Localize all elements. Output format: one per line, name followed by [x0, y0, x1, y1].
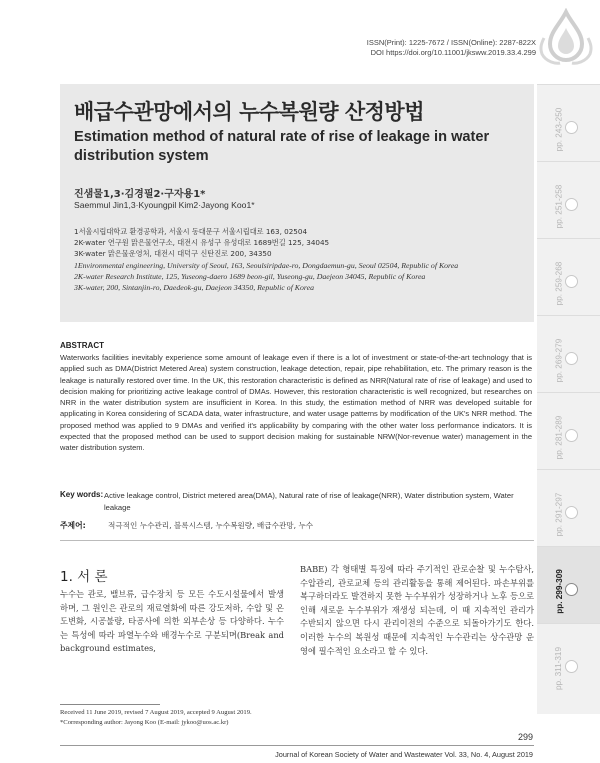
corresponding-author: *Corresponding author: Jayong Koo (E-mail: jykoo@uos.ac.kr) [60, 718, 229, 726]
issn-text: ISSN(Print): 1225-7672 / ISSN(Online): 2287-822X [366, 38, 536, 47]
tab-circle-icon [565, 429, 578, 442]
affiliations [74, 226, 514, 293]
tab-circle-icon [565, 352, 578, 365]
doi-text: DOI https://doi.org/10.11001/jksww.2019.33.4.299 [370, 48, 536, 57]
page-tab-label: pp. 311-319 [554, 646, 564, 690]
affiliation-kr-1: 1서울시립대학교 환경공학과, 서울시 동대문구 서울시립대로 163, 02504 [74, 227, 308, 236]
tab-circle-icon [565, 198, 578, 211]
keywords-korean-label: 주제어: [60, 521, 86, 530]
affiliation-en-2: 2K-water Research Institute, 125, Yuseong-daero 1689 beon-gil, Yuseong-gu, Daejeon 34045, Republic of Korea [74, 271, 426, 281]
affiliation-kr-2: 2K-water 연구원 맑은물연구소, 대전시 유성구 유성대로 1689번길 125, 34045 [74, 238, 330, 248]
tab-circle-icon [565, 583, 578, 596]
keywords-korean-text: 적극적인 누수관리, 블록시스템, 누수복원량, 배급수관망, 누수 [108, 521, 314, 530]
section-divider [60, 540, 534, 541]
tab-circle-icon [565, 275, 578, 288]
abstract-text: Waterworks facilities inevitably experience some amount of leakage even if there is a lot of investment or state-of-the-art technology that is applied such as DMA(District Metered Area) system construction, leakage detection, repair, pipe rehabilitation, etc. The primary reason is the leakage is naturally restored over time. In the UK, this restoration characteristic is defined as NRR(Natural rate of rise of leakage) and used to decision making for prioritizing active leakage control of DMAs. However, this restoration characteristic is well recognized, but researches on NRR in the water distribution system are insufficient in Korea. In this study, the estimation method of NRR was developed suitable for applicating in Korea considering of SCADA data, water infrastructure, and water usage patterns by modification of the UK's NRR method. The proposed method was applied to 9 DMAs and verified it's applicability by comparing with the other water loss performance indicators. It is expected that the proposed method can be used to support decision making for sustainable NRW(Nor-revenue water) management in the water distribution system. [60, 353, 532, 453]
page-tab-label: pp. 259-268 [554, 261, 564, 305]
keywords-label: Key words: [60, 490, 104, 499]
tab-circle-icon [565, 121, 578, 134]
abstract-heading: ABSTRACT [60, 341, 104, 350]
footer-divider [60, 745, 534, 746]
affiliation-en-1: 1Environmental engineering, University of Seoul, 163, Seoulsiripdae-ro, Dongdaemun-gu, Seoul 02504, Republic of Korea [74, 260, 459, 270]
issn-doi-block [367, 38, 536, 58]
body-column-left: 누수는 관로, 밸브류, 급수장치 등 모든 수도시설물에서 발생하며, 그 원인은 관로의 재료열화에 따른 강도저하, 수압 및 온도변화, 시공불량, 타공사에 의한 외부손상 등 다양하다. 누수는 특성에 따라 파열누수와 배경누수로 구분되며(Break and background estimates, [60, 589, 284, 654]
journal-logo-icon [538, 8, 594, 66]
page-number: 299 [517, 732, 533, 742]
affiliation-en-3: 3K-water, 200, Sintanjin-ro, Daedeok-gu, Daejeon 34350, Republic of Korea [74, 283, 315, 293]
keywords-text: Active leakage control, District metered area(DMA), Natural rate of rise of leakage(NRR), Water distribution system, Water leakage [104, 491, 514, 512]
english-title: Estimation method of natural rate of rise of leakage in water distribution system [74, 129, 490, 164]
body-column-right: BABE) 각 형태별 특징에 따라 주기적인 관로순찰 및 누수탐사, 수압관리, 관로교체 등의 관리활동을 통해 제어된다. 파손부위를 복구하더라도 발견하지 못한 누수부위가 성장하거나 노후 등으로 인해 새로운 누수부위가 재생성 되는데, 이 때 지속적인 관리가 수반되지 않으면 다시 관리이전의 수준으로 되돌아가기도 한다. 이러한 누수의 복원성 때문에 지속적인 누수관리는 상수관망 운영에 필수적인 요소라고 할 수 있다. [300, 564, 534, 656]
received-dates: Received 11 June 2019, revised 7 August 2019, accepted 9 August 2019. [60, 709, 252, 716]
page-tab-label: pp. 251-258 [554, 184, 564, 228]
footnote [60, 708, 292, 727]
section-title-introduction: 1. 서 론 [60, 569, 108, 585]
affiliation-kr-3: 3K-water 맑은물운영처, 대전시 대덕구 신탄진로 200, 34350 [74, 249, 272, 259]
korean-title: 배급수관망에서의 누수복원량 산정방법 [74, 100, 424, 124]
page-range-tabs [537, 84, 600, 763]
tab-circle-icon [565, 506, 578, 519]
page-tab-label: pp. 291-297 [554, 492, 564, 536]
authors-korean: 진샘물1,3·김경필2·구자용1* [74, 189, 206, 200]
page-tab-label: pp. 243-250 [554, 107, 564, 151]
journal-citation: Journal of Korean Society of Water and Wastewater Vol. 33, No. 4, August 2019 [275, 750, 533, 759]
page-tab-label: pp. 269-279 [554, 338, 564, 382]
page-tab-label: pp. 299-309 [554, 568, 564, 614]
page-tab[interactable] [537, 623, 600, 714]
footnote-divider [60, 704, 160, 705]
tab-circle-icon [565, 660, 578, 673]
page-tab-label: pp. 281-289 [554, 415, 564, 459]
authors-english: Saemmul Jin1,3·Kyoungpil Kim2·Jayong Koo1* [74, 200, 255, 210]
